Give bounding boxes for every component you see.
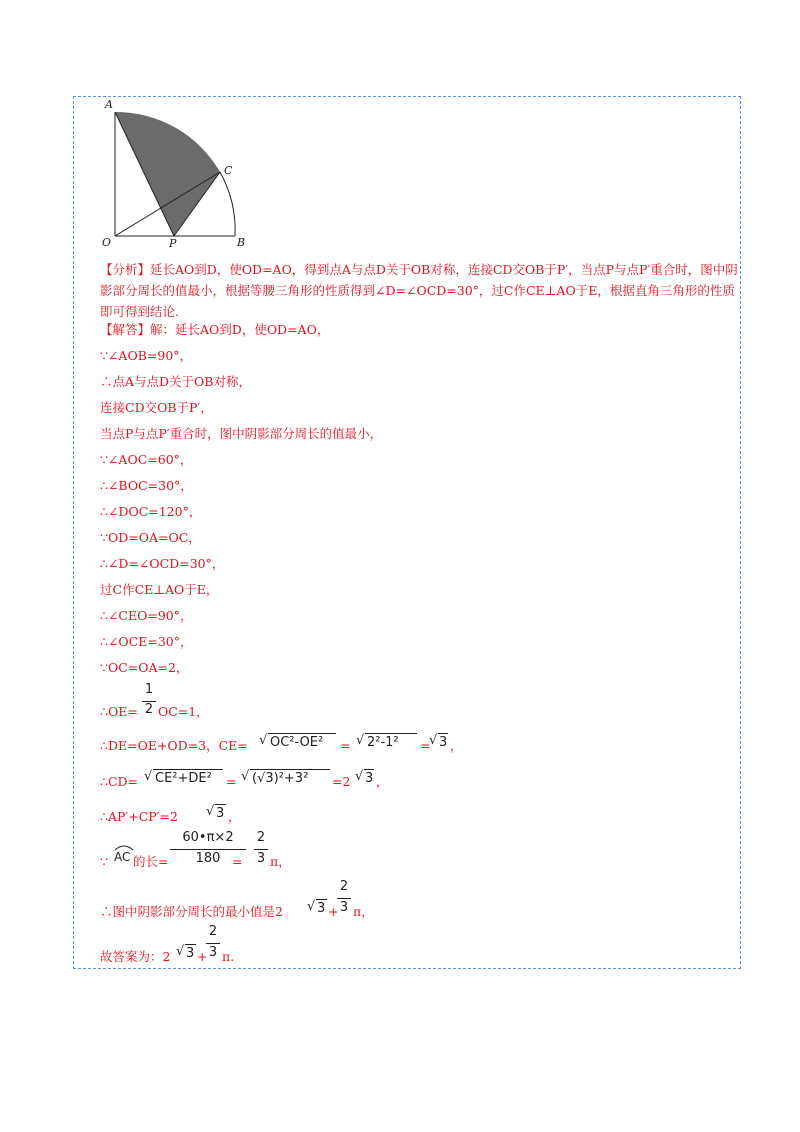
oe-frac-den: 2 xyxy=(144,702,154,717)
step-line: 连接CD交OB于P′， xyxy=(100,400,213,415)
step-line: ∴点A与点D关于OB对称， xyxy=(100,374,251,389)
min-pi: π， xyxy=(353,904,374,919)
answer-prefix: 故答案为：2 xyxy=(100,949,171,964)
answer-plus: + xyxy=(197,949,208,964)
radical-bar xyxy=(316,899,327,900)
arc-res-bar xyxy=(254,849,268,850)
ce-radicand-1: OC²-OE² xyxy=(270,735,324,750)
radical-bar xyxy=(268,733,336,734)
arc-frac-den: 180 xyxy=(195,851,221,866)
min-frac-bar xyxy=(337,898,351,899)
min-prefix: ∴图中阴影部分周长的最小值是2 xyxy=(100,904,283,919)
de-ce-text: ∴DE=OE+OD=3，CE= xyxy=(100,738,248,753)
step-line: ∴∠BOC=30°， xyxy=(100,478,193,493)
min-radicand: 3 xyxy=(317,901,326,916)
step-line: ∴∠CEO=90°， xyxy=(100,608,193,623)
arc-eq: = xyxy=(232,854,243,869)
analysis-paragraph xyxy=(100,259,740,322)
arc-res-den: 3 xyxy=(256,851,266,866)
step-line: ∵OC=OA=2， xyxy=(100,660,189,675)
step-line: ∵∠AOC=60°， xyxy=(100,452,193,467)
answer-radicand: 3 xyxy=(186,946,195,961)
radical-bar xyxy=(215,804,226,805)
min-num: 2 xyxy=(339,879,349,894)
cd-radicand-1: CE²+DE² xyxy=(155,771,212,786)
radical-sign: √ xyxy=(307,899,316,914)
oe-suffix: OC=1， xyxy=(158,704,209,719)
min-plus: + xyxy=(328,904,339,919)
arc-pi: π， xyxy=(270,854,291,869)
answer-frac-bar xyxy=(206,943,220,944)
oe-prefix: ∴OE= xyxy=(100,704,138,719)
step-line: ∴∠OCE=30°， xyxy=(100,634,193,649)
ce-radicand-2: 2²-1² xyxy=(367,735,399,750)
radical-bar xyxy=(364,769,374,770)
shaded-region xyxy=(115,112,220,236)
ce-end: ， xyxy=(450,738,463,753)
cd-eq2: =2 xyxy=(332,774,351,789)
ap-end: ， xyxy=(228,809,241,824)
cd-radicand-2: (√3)²+3² xyxy=(252,771,309,786)
cd-eq: = xyxy=(226,774,237,789)
arc-symbol-icon xyxy=(113,843,135,851)
radical-sign: √ xyxy=(429,733,438,748)
analysis-text: 延长AO到D，使OD=AO，得到点A与点D关于OB对称，连接CD交OB于P′，当点P与点P′重合时，图中阴影部分周长的值最小，根据等腰三角形的性质得到∠D=∠OCD=30°，过C作CE⊥AO于E，根据直角三角形的性质即可得到结论. xyxy=(100,262,738,319)
ce-eq: = xyxy=(340,738,351,753)
radical-bar xyxy=(185,944,196,945)
label-b: B xyxy=(237,236,246,249)
radical-sign: √ xyxy=(176,944,185,959)
answer-den: 3 xyxy=(208,945,218,960)
radical-sign: √ xyxy=(144,769,153,784)
solution-intro xyxy=(100,321,329,339)
geometry-figure xyxy=(97,98,257,250)
radical-bar xyxy=(365,733,417,734)
radical-sign: √ xyxy=(259,733,268,748)
step-line: ∵∠AOB=90°， xyxy=(100,348,193,363)
arc-frac-num: 60•π×2 xyxy=(182,830,234,845)
min-den: 3 xyxy=(339,900,349,915)
step-line: ∴∠DOC=120°， xyxy=(100,504,202,519)
ce-radicand-3: 3 xyxy=(439,735,448,750)
radical-sign: √ xyxy=(355,769,364,784)
solution-intro-text: 解：延长AO到D，使OD=AO， xyxy=(150,322,330,337)
step-line: 当点P与点P′重合时，图中阴影部分周长的值最小， xyxy=(100,426,383,441)
oe-frac-num: 1 xyxy=(144,682,154,697)
radical-bar xyxy=(250,769,330,770)
ap-radicand: 3 xyxy=(216,806,225,821)
radical-sign: √ xyxy=(356,733,365,748)
analysis-tag: 【分析】 xyxy=(100,262,151,277)
cd-end: ， xyxy=(376,774,389,789)
arc-ac-label: AC xyxy=(114,850,131,864)
answer-num: 2 xyxy=(208,924,218,939)
arc-res-num: 2 xyxy=(256,830,266,845)
radical-sign: √ xyxy=(206,804,215,819)
label-p: P xyxy=(169,237,177,250)
arc-frac-bar xyxy=(170,849,246,850)
cd-prefix: ∴CD= xyxy=(100,774,139,789)
radical-bar xyxy=(153,769,223,770)
step-line: ∴∠D=∠OCD=30°， xyxy=(100,556,225,571)
solution-tag: 【解答】 xyxy=(100,322,151,337)
step-line: 过C作CE⊥AO于E， xyxy=(100,582,219,597)
radical-bar xyxy=(438,733,448,734)
ap-prefix: ∴AP′+CP′=2 xyxy=(100,809,178,824)
label-c: C xyxy=(224,164,233,177)
step-line: ∵OD=OA=OC， xyxy=(100,530,201,545)
label-a: A xyxy=(105,98,113,111)
radical-sign: √ xyxy=(241,769,250,784)
label-o: O xyxy=(102,236,112,249)
arc-ab xyxy=(220,172,235,236)
ce-eq2: = xyxy=(420,738,431,753)
arc-mid: 的长= xyxy=(133,854,169,869)
cd-radicand-3: 3 xyxy=(365,771,374,786)
arc-prefix: ∵ xyxy=(100,854,108,869)
answer-pi: π. xyxy=(222,949,235,964)
